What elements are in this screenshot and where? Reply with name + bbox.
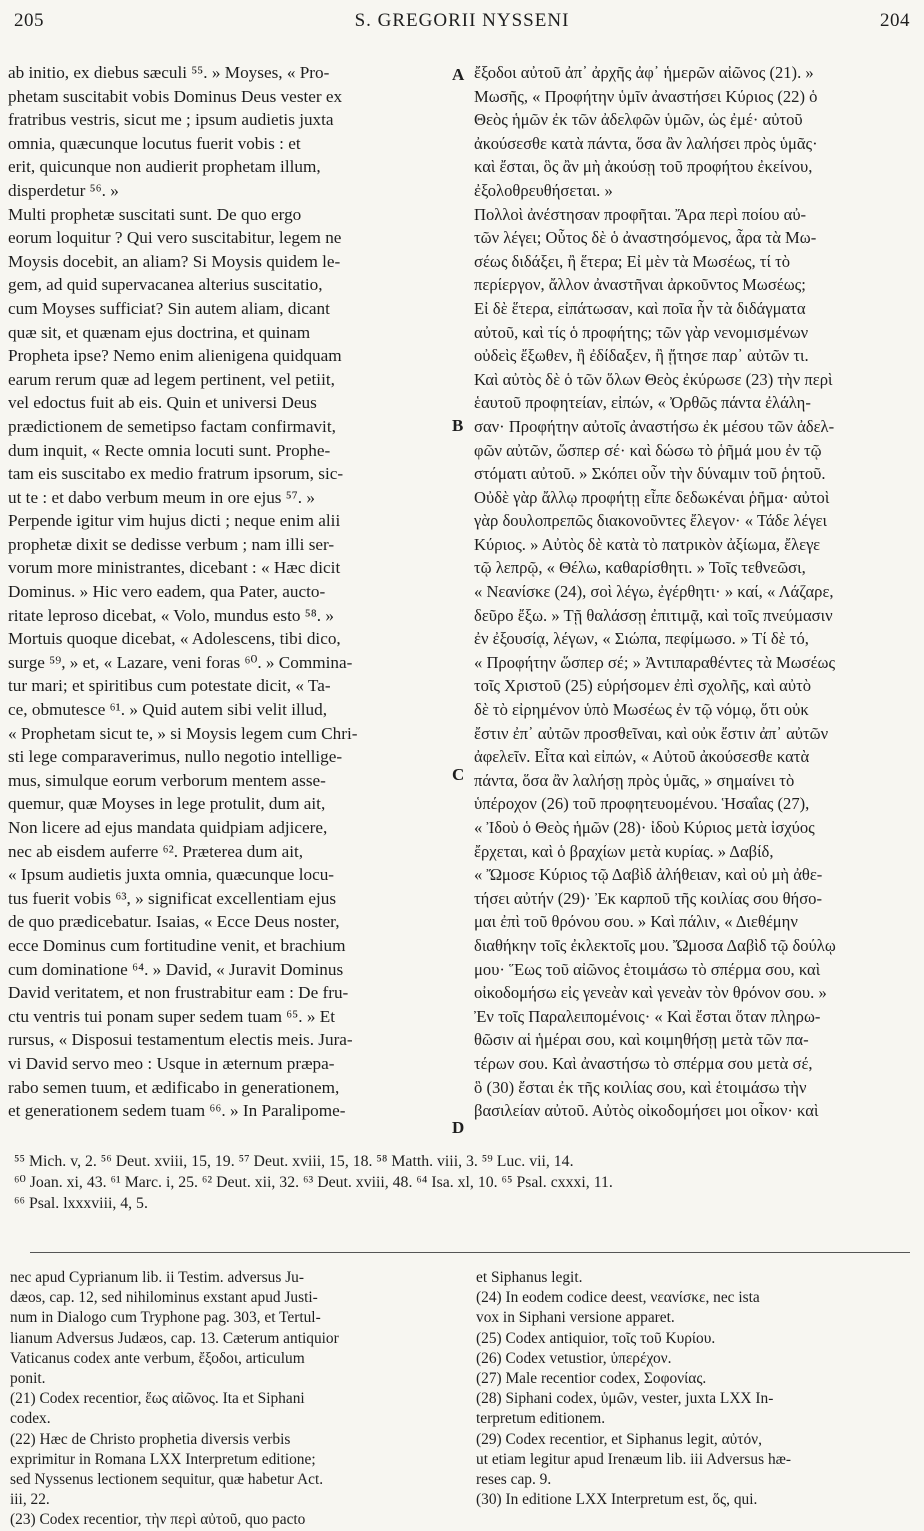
greek-text-line: Οὐδὲ γὰρ ἄλλῳ προφήτῃ εἶπε δεδωκέναι ῥῆμα· αὐτοὶ bbox=[474, 487, 830, 507]
footnote-line: (30) In editione LXX Interpretum est, ὅς, qui. bbox=[476, 1491, 758, 1509]
latin-text-line: dum inquit, « Recte omnia locuti sunt. Prophe- bbox=[8, 440, 331, 460]
greek-text-line: ἑαυτοῦ προφητείαν, εἰπών, « Ὀρθῶς πάντα ἐλάλη- bbox=[474, 393, 811, 413]
greek-text-line: ἔρχεται, καὶ ὁ βραχίων μετὰ κυρίας. » Δαβίδ, bbox=[474, 841, 774, 861]
greek-text-line: οἰκοδομήσω εἰς γενεὰν καὶ γενεὰν τὸν θρόνον σου. » bbox=[474, 983, 827, 1003]
greek-text-line: πάντα, ὅσα ἂν λαλήσῃ πρὸς ὑμᾶς, » σημαίνει τὸ bbox=[474, 770, 795, 790]
greek-text-line: ὑπέροχον (26) τοῦ προφητευομένου. Ἡσαΐας (27), bbox=[474, 794, 810, 814]
footnote-line: et Siphanus legit. bbox=[476, 1269, 583, 1286]
latin-column bbox=[8, 61, 448, 1123]
scripture-reference-line: ⁶⁰ Joan. xi, 43. ⁶¹ Marc. i, 25. ⁶² Deut. xii, 32. ⁶³ Deut. xviii, 48. ⁶⁴ Isa. xl, 10. ⁶⁵ Psal. cxxxi, 11. bbox=[14, 1174, 613, 1191]
greek-text-line: ἀκούσεσθε κατὰ πάντα, ὅσα ἂν λαλήσει πρὸς ὑμᾶς· bbox=[474, 133, 818, 153]
latin-text-line: « Prophetam sicut te, » si Moysis legem cum Chri- bbox=[8, 723, 358, 743]
greek-text-line: « Προφήτην ὥσπερ σέ; » Ἀντιπαραθέντες τὰ Μωσέως bbox=[474, 652, 836, 672]
latin-text-line: disperdetur ⁵⁶. » bbox=[8, 180, 119, 200]
greek-text-line: τῷ λεπρῷ, « Θέλω, καθαρίσθητι. » Τοῖς τεθνεῶσι, bbox=[474, 558, 806, 578]
footnote-line: dæos, cap. 12, sed nihilominus exstant apud Justi- bbox=[10, 1289, 318, 1307]
greek-text-line: Πολλοὶ ἀνέστησαν προφῆται. Ἄρα περὶ ποίου αὐ- bbox=[474, 204, 807, 224]
footnote-line: (22) Hæc de Christo prophetia diversis verbis bbox=[10, 1430, 291, 1448]
latin-text-line: ritate leproso dicebat, « Volo, mundus esto ⁵⁸. » bbox=[8, 605, 334, 625]
scripture-reference-line: ⁵⁵ Mich. v, 2. ⁵⁶ Deut. xviii, 15, 19. ⁵⁷ Deut. xviii, 15, 18. ⁵⁸ Matth. viii, 3. ⁵⁹ Luc. vii, 14. bbox=[14, 1153, 574, 1170]
greek-text-line: καὶ ἔσται, ὃς ἂν μὴ ἀκούσῃ τοῦ προφήτου ἐκείνου, bbox=[474, 157, 813, 177]
latin-text-line: tus fuerit vobis ⁶³, » significat excellentiam ejus bbox=[8, 888, 337, 908]
latin-text-line: et generationem sedem tuam ⁶⁶. » In Paralipome- bbox=[8, 1101, 346, 1121]
margin-marker-a: A bbox=[452, 65, 465, 84]
latin-text-line: tur mari; et spiritibus cum potestate dicit, « Ta- bbox=[8, 676, 331, 696]
latin-text-line: nec ab eisdem auferre ⁶². Præterea dum ait, bbox=[8, 841, 304, 861]
greek-text-line: τοῖς Χριστοῦ (25) εὑρήσομεν ἐπὶ σχολῆς, καὶ αὐτὸ bbox=[474, 676, 812, 696]
footnote-line: (28) Siphani codex, ὑμῶν, vester, juxta LXX In- bbox=[476, 1390, 774, 1408]
latin-text-line: prophetæ dixit se dedisse verbum ; nam illi ser- bbox=[8, 534, 335, 554]
footnote-line: Vaticanus codex ante verbum, ἔξοδοι, articulum bbox=[10, 1349, 305, 1367]
footnote-line: (21) Codex recentior, ἕως αἰῶνος. Ita et Siphani bbox=[10, 1390, 305, 1408]
footnote-line: (29) Codex recentior, et Siphanus legit, αὐτόν, bbox=[476, 1430, 762, 1448]
footnote-line: sed Nyssenus lectionem sequitur, quæ habetur Act. bbox=[10, 1471, 324, 1489]
margin-marker-c: C bbox=[452, 765, 465, 784]
greek-text-line: « Ἰδοὺ ὁ Θεὸς ἡμῶν (28)· ἰδοὺ Κύριος μετὰ ἰσχύος bbox=[474, 818, 815, 837]
greek-text-line: δὲ τὸ εἰρημένον ὑπὸ Μωσέως ἐν τῷ νόμῳ, ὅτι οὐκ bbox=[474, 700, 809, 720]
running-header bbox=[0, 10, 924, 40]
page-number-right: 204 bbox=[880, 10, 910, 31]
latin-text-line: cum Moyses sufficiat? Sin autem aliam, dicant bbox=[8, 298, 330, 318]
footnote-line: nec apud Cyprianum lib. ii Testim. adversus Ju- bbox=[10, 1269, 305, 1286]
latin-text-line: cum dominatione ⁶⁴. » David, « Juravit Dominus bbox=[8, 959, 344, 979]
latin-text-line: eorum loquitur ? Qui vero suscitabitur, legem ne bbox=[8, 228, 342, 248]
greek-text-line: στόματι αὐτοῦ. » Σκόπει οὖν τὴν δύναμιν τοῦ ῥητοῦ. bbox=[474, 464, 826, 484]
greek-text-line: βασιλείαν αὐτοῦ. Αὐτὸς οἰκοδομήσει μοι οἶκον· καὶ bbox=[474, 1101, 819, 1121]
greek-text-line: ἔξοδοι αὐτοῦ ἀπ᾽ ἀρχῆς ἀφ᾽ ἡμερῶν αἰῶνος (21). » bbox=[474, 63, 814, 82]
greek-text-line: Ἐν τοῖς Παραλειπομένοις· « Καὶ ἔσται ὅταν πληρω- bbox=[474, 1006, 821, 1026]
latin-text-line: phetam suscitabit vobis Dominus Deus vester ex bbox=[8, 86, 343, 106]
latin-text-line: de quo prædicebatur. Isaias, « Ecce Deus noster, bbox=[8, 912, 340, 932]
footnote-line: lianum Adversus Judæos, cap. 13. Cæterum antiquior bbox=[10, 1329, 339, 1347]
latin-text-line: rursus, « Disposui testamentum electis meis. Jura- bbox=[8, 1030, 353, 1050]
scripture-references bbox=[14, 1151, 914, 1214]
latin-text-line: Dominus. » Hic vero eadem, qua Pater, aucto- bbox=[8, 582, 326, 602]
greek-text-line: Θεὸς ἡμῶν ἐκ τῶν ἀδελφῶν ὑμῶν, ὡς ἐμέ· αὐτοῦ bbox=[474, 110, 803, 130]
footnotes-left bbox=[10, 1268, 455, 1531]
footnote-line: (25) Codex antiquior, τοῖς τοῦ Κυρίου. bbox=[476, 1329, 716, 1347]
footnote-line: ut etiam legitur apud Irenæum lib. iii Adversus hæ- bbox=[476, 1450, 792, 1468]
greek-text-line: οὐδεὶς ἔξωθεν, ἢ ἐδίδαξεν, ἢ ᾔτησε παρ᾽ αὐτῶν τι. bbox=[474, 346, 809, 366]
greek-text-line: τήσει αὐτήν (29)· Ἐκ καρποῦ τῆς κοιλίας σου θήσο- bbox=[474, 888, 822, 908]
latin-text-line: gem, ad quid supervacanea alterius suscitatio, bbox=[8, 275, 323, 295]
greek-text-line: Εἰ δὲ ἕτερα, εἰπάτωσαν, καὶ ποῖα ἦν τὰ διδάγματα bbox=[474, 298, 806, 318]
footnotes-right bbox=[476, 1268, 916, 1510]
latin-text-line: earum rerum quæ ad legem pertinent, vel petiit, bbox=[8, 369, 335, 389]
latin-text-line: Mortuis quoque dicebat, « Adolescens, tibi dico, bbox=[8, 629, 341, 649]
footnote-line: terpretum editionem. bbox=[476, 1410, 606, 1428]
footnote-line: num in Dialogo cum Tryphone pag. 303, et Tertul- bbox=[10, 1309, 321, 1327]
running-title: S. GREGORII NYSSENI bbox=[354, 10, 570, 31]
latin-text-line: prædictionem de semetipso factam confirmavit, bbox=[8, 416, 336, 436]
latin-text-line: erit, quicunque non audierit prophetam illum, bbox=[8, 157, 321, 177]
greek-text-line: ἀφελεῖν. Εἶτα καὶ εἰπών, « Αὐτοῦ ἀκούσεσθε κατὰ bbox=[474, 747, 810, 767]
scripture-reference-line: ⁶⁶ Psal. lxxxviii, 4, 5. bbox=[14, 1195, 148, 1212]
greek-text-line: « Ὤμοσε Κύριος τῷ Δαβὶδ ἀλήθειαν, καὶ οὐ μὴ ἀθε- bbox=[474, 865, 823, 885]
greek-column bbox=[474, 61, 912, 1123]
greek-text-line: φῶν αὐτῶν, ὥσπερ σέ· καὶ δώσω τὸ ῥῆμά μου ἐν τῷ bbox=[474, 440, 822, 460]
greek-text-line: περίεργον, ἄλλον ἀναστῆναι ἀρκοῦντος Μωσέως; bbox=[474, 275, 806, 295]
greek-text-line: τῶν λέγει; Οὗτος δὲ ὁ ἀναστησόμενος, ἆρα τὰ Μω- bbox=[474, 228, 817, 248]
greek-text-line: Κύριος. » Αὐτὸς δὲ κατὰ τὸ πατρικὸν ἀξίωμα, ἔλεγε bbox=[474, 534, 821, 554]
latin-text-line: omnia, quæcunque locutus fuerit vobis : et bbox=[8, 133, 301, 153]
latin-text-line: ecce Dominus cum fortitudine venit, et brachium bbox=[8, 935, 346, 955]
footnote-line: iii, 22. bbox=[10, 1491, 50, 1509]
greek-text-line: μου· Ἕως τοῦ αἰῶνος ἑτοιμάσω τὸ σπέρμα σου, καὶ bbox=[474, 959, 821, 979]
greek-text-line: αὐτοῦ, καὶ τίς ὁ προφήτης; τῶν γὰρ νενομισμένων bbox=[474, 322, 809, 342]
greek-text-line: σαν· Προφήτην αὐτοῖς ἀναστήσω ἐκ μέσου τῶν ἀδελ- bbox=[474, 416, 835, 436]
footnote-line: (23) Codex recentior, τὴν περὶ αὐτοῦ, quo pacto bbox=[10, 1511, 306, 1529]
latin-text-line: vi David servo meo : Usque in æternum præpa- bbox=[8, 1053, 335, 1073]
page-number-left: 205 bbox=[14, 10, 44, 31]
greek-text-line: Μωσῆς, « Προφήτην ὑμῖν ἀναστήσει Κύριος (22) ὁ bbox=[474, 86, 818, 106]
latin-text-line: vel edoctus fuit ab eis. Quin et universi Deus bbox=[8, 393, 317, 413]
latin-text-line: ctu ventris tui ponam super sedem tuam ⁶⁵. » Et bbox=[8, 1006, 336, 1026]
latin-text-line: quæ sit, et quænam ejus doctrina, et quinam bbox=[8, 322, 311, 342]
greek-text-line: διαθήκην τοῖς ἐκλεκτοῖς μου. Ὤμοσα Δαβὶδ τῷ δούλῳ bbox=[474, 935, 836, 955]
greek-text-line: Καὶ αὐτὸς δὲ ὁ τῶν ὅλων Θεὸς ἐκύρωσε (23) τὴν περὶ bbox=[474, 369, 833, 389]
greek-text-line: ἐξολοθρευθήσεται. » bbox=[474, 180, 613, 200]
latin-text-line: surge ⁵⁹, » et, « Lazare, veni foras ⁶⁰. » Commina- bbox=[8, 652, 353, 672]
footnote-line: codex. bbox=[10, 1410, 51, 1428]
latin-text-line: Perpende igitur vim hujus dicti ; neque enim alii bbox=[8, 511, 341, 531]
greek-text-line: ἔστιν ἐπ᾽ αὐτῶν προσθεῖναι, καὶ οὐκ ἔστιν ἀπ᾽ αὐτῶν bbox=[474, 723, 829, 743]
latin-text-line: ce, obmutesce ⁶¹. » Quid autem sibi velit illud, bbox=[8, 700, 328, 720]
margin-marker-d: D bbox=[452, 1118, 465, 1137]
latin-text-line: rabo semen tuum, et ædificabo in generationem, bbox=[8, 1077, 340, 1097]
footnote-divider bbox=[30, 1252, 910, 1253]
latin-text-line: mus, simulque eorum verborum mentem asse- bbox=[8, 770, 326, 790]
footnote-line: (24) In eodem codice deest, νεανίσκε, nec ista bbox=[476, 1289, 760, 1307]
latin-text-line: David veritatem, et non frustrabitur eam : De fru- bbox=[8, 983, 349, 1003]
latin-text-line: « Ipsum audietis juxta omnia, quæcunque locu- bbox=[8, 865, 335, 885]
latin-text-line: ab initio, ex diebus sæculi ⁵⁵. » Moyses, « Pro- bbox=[8, 63, 330, 82]
greek-text-line: γὰρ δουλοπρεπῶς διακονοῦντες ἔλεγον· « Τάδε λέγει bbox=[474, 511, 827, 531]
footnote-line: reses cap. 9. bbox=[476, 1471, 552, 1489]
latin-text-line: quemur, quæ Moyses in lege protulit, dum ait, bbox=[8, 794, 326, 814]
greek-text-line: τέρων σου. Καὶ ἀναστήσω τὸ σπέρμα σου μετὰ σέ, bbox=[474, 1053, 813, 1073]
latin-text-line: sti lege comparaverimus, nullo negotio intellige- bbox=[8, 747, 343, 767]
latin-text-line: tam eis suscitabo ex medio fratrum ipsorum, sic- bbox=[8, 464, 344, 484]
greek-text-line: δεῦρο ἔξω. » Τῇ θαλάσσῃ ἐπιτιμᾷ, καὶ τοῖς πνεύμασιν bbox=[474, 605, 833, 625]
latin-text-line: fratribus vestris, sicut me ; ipsum audietis juxta bbox=[8, 110, 334, 130]
latin-text-line: Multi prophetæ suscitati sunt. De quo ergo bbox=[8, 204, 302, 224]
latin-text-line: ut te : et dabo verbum meum in ore ejus ⁵⁷. » bbox=[8, 487, 315, 507]
footnote-line: (27) Male recentior codex, Σοφονίας. bbox=[476, 1370, 707, 1388]
latin-text-line: Propheta ipse? Nemo enim alienigena quidquam bbox=[8, 346, 342, 366]
footnote-line: ponit. bbox=[10, 1370, 46, 1388]
margin-marker-b: B bbox=[452, 416, 464, 435]
footnote-line: (26) Codex vetustior, ὑπερέχον. bbox=[476, 1349, 672, 1367]
greek-text-line: μαι ἐπὶ τοῦ θρόνου σου. » Καὶ πάλιν, « Διεθέμην bbox=[474, 912, 798, 932]
greek-text-line: θῶσιν αἱ ἡμέραι σου, καὶ κοιμηθήσῃ μετὰ τῶν πα- bbox=[474, 1030, 809, 1050]
latin-text-line: Non licere ad ejus mandata quidpiam adjicere, bbox=[8, 818, 328, 837]
latin-text-line: Moysis docebit, an aliam? Si Moysis quidem le- bbox=[8, 251, 341, 271]
footnote-line: vox in Siphani versione apparet. bbox=[476, 1309, 675, 1327]
latin-text-line: vorum more ministrantes, dicebant : « Hæc dicit bbox=[8, 558, 341, 578]
greek-text-line: ἐν ἐξουσίᾳ, λέγων, « Σιώπα, πεφίμωσο. » Τί δὲ τό, bbox=[474, 629, 809, 649]
footnote-line: exprimitur in Romana LXX Interpretum editione; bbox=[10, 1450, 316, 1468]
greek-text-line: « Νεανίσκε (24), σοὶ λέγω, ἐγέρθητι· » καί, « Λάζαρε, bbox=[474, 582, 834, 602]
greek-text-line: ὃ (30) ἔσται ἐκ τῆς κοιλίας σου, καὶ ἑτοιμάσω τὴν bbox=[474, 1077, 807, 1097]
greek-text-line: σέως διδάξει, ἢ ἕτερα; Εἰ μὲν τὰ Μωσέως, τί τὸ bbox=[474, 251, 791, 271]
